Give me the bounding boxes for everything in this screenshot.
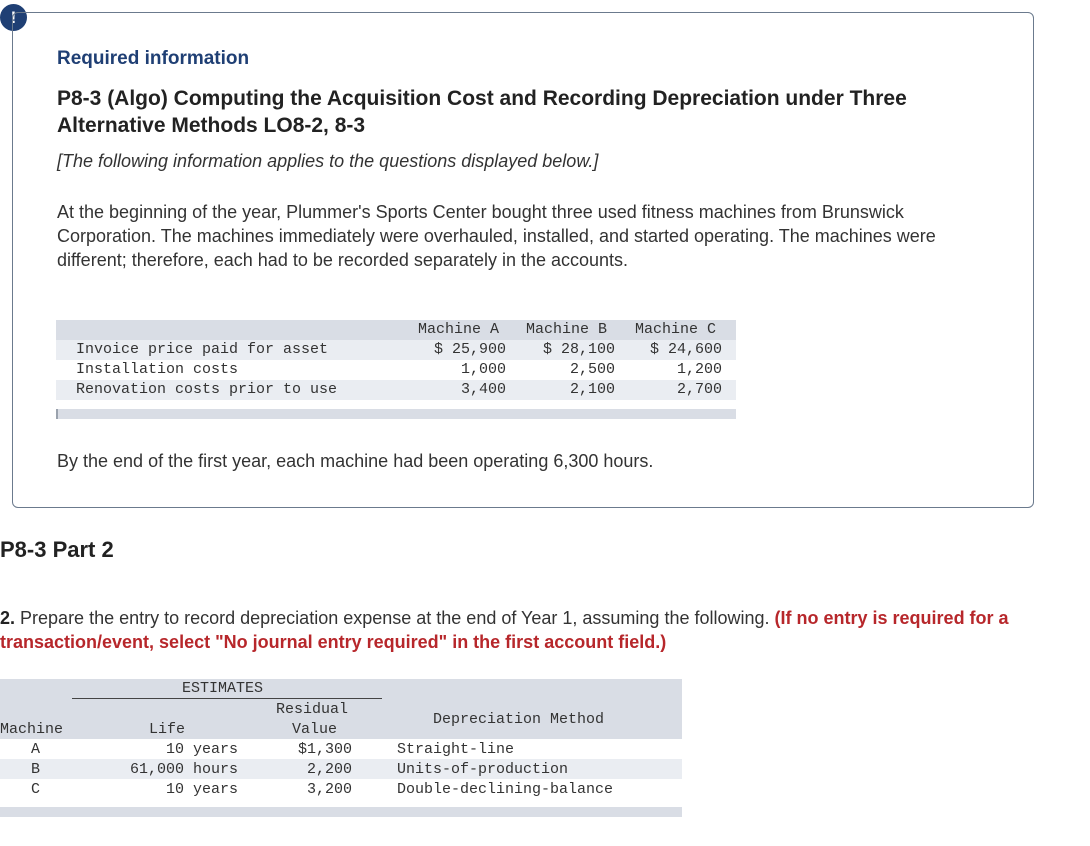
- part-title: P8-3 Part 2: [0, 537, 114, 562]
- applies-note: [The following information applies to the questions displayed below.]: [57, 151, 599, 171]
- row-label-renovation: Renovation costs prior to use: [76, 381, 338, 398]
- required-information-label: Required information: [57, 48, 250, 69]
- machine-c-method: Double-declining-balance: [397, 781, 614, 798]
- installation-machine-b: 2,500: [569, 361, 615, 378]
- problem-title: P8-3 (Algo) Computing the Acquisition Cost and Recording Depreciation under Three Alternative Methods LO8-2, 8-3: [57, 87, 907, 137]
- header-residual-line2: Value: [292, 721, 338, 738]
- header-machine-b: Machine B: [526, 321, 608, 338]
- machine-b-residual: 2,200: [306, 761, 352, 778]
- renovation-machine-b: 2,100: [569, 381, 615, 398]
- header-residual-line1: Residual: [276, 701, 349, 718]
- renovation-machine-c: 2,700: [676, 381, 722, 398]
- renovation-machine-a: 3,400: [460, 381, 506, 398]
- estimates-group-header: ESTIMATES: [182, 680, 264, 697]
- installation-machine-c: 1,200: [676, 361, 722, 378]
- machine-a-method: Straight-line: [397, 741, 515, 758]
- row-label-installation: Installation costs: [76, 361, 239, 378]
- machine-c-life: 10 years: [165, 781, 238, 798]
- machine-b-life: 61,000 hours: [129, 761, 238, 778]
- operating-hours-text: By the end of the first year, each machine had been operating 6,300 hours.: [57, 451, 654, 471]
- invoice-machine-c: $ 24,600: [649, 341, 722, 358]
- machine-a-residual: $1,300: [297, 741, 352, 758]
- header-depreciation-method: Depreciation Method: [433, 711, 605, 728]
- header-machine-c: Machine C: [635, 321, 717, 338]
- question-number: 2.: [0, 608, 16, 628]
- machine-b-method: Units-of-production: [397, 761, 569, 778]
- alert-icon: !: [0, 4, 27, 31]
- machine-c-label: C: [31, 781, 41, 798]
- header-machine: Machine: [0, 721, 64, 738]
- machine-a-label: A: [31, 741, 41, 758]
- invoice-machine-b: $ 28,100: [542, 341, 615, 358]
- invoice-machine-a: $ 25,900: [433, 341, 506, 358]
- row-label-invoice: Invoice price paid for asset: [76, 341, 329, 358]
- estimates-table: [0, 679, 682, 817]
- header-life: Life: [149, 721, 186, 738]
- installation-machine-a: 1,000: [460, 361, 506, 378]
- machine-b-label: B: [31, 761, 41, 778]
- question-body: Prepare the entry to record depreciation expense at the end of Year 1, assuming the following.: [20, 608, 770, 628]
- header-machine-a: Machine A: [418, 321, 500, 338]
- machine-a-life: 10 years: [165, 741, 238, 758]
- machine-c-residual: 3,200: [306, 781, 352, 798]
- question-text: [0, 606, 1070, 654]
- question-instruction: (If no entry is required for a transaction/event, select "No journal entry required" in the first account field.): [0, 608, 1009, 652]
- problem-paragraph: At the beginning of the year, Plummer's Sports Center bought three used fitness machines from Brunswick Corporation. The machines immediately were overhauled, installed, and started operating. The machines were different; therefore, each had to be recorded separately in the accounts.: [57, 202, 936, 270]
